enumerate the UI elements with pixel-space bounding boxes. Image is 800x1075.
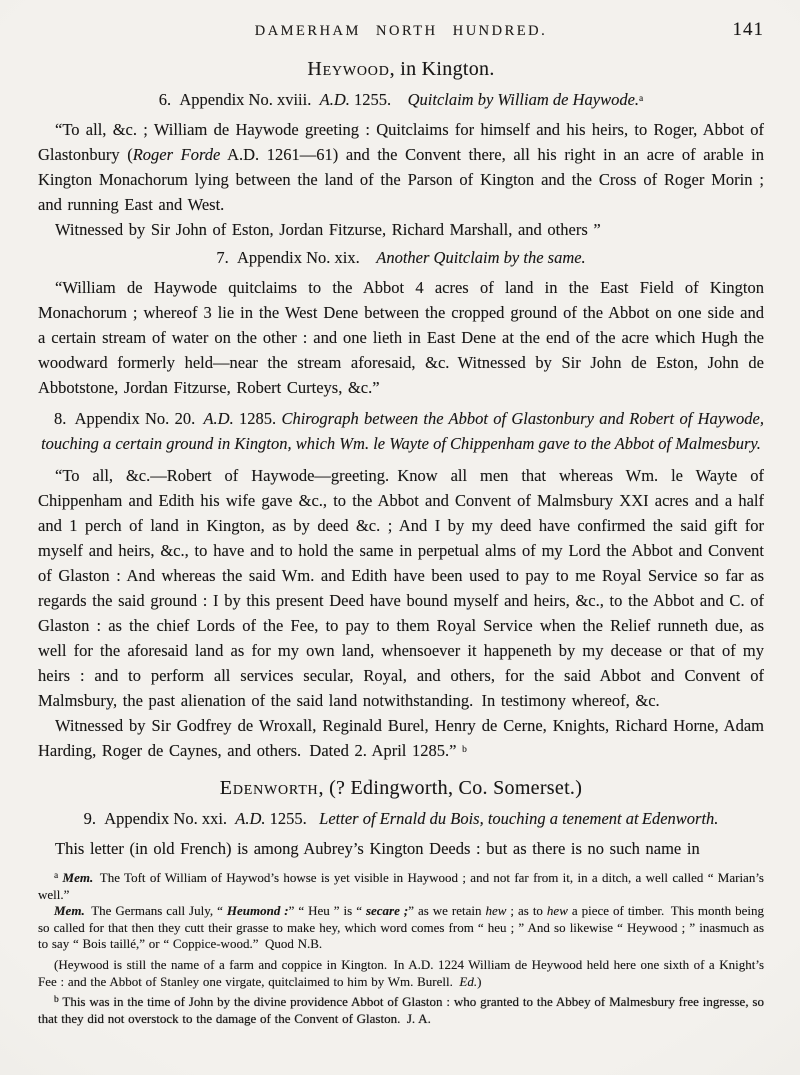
running-title: DAMERHAM NORTH HUNDRED. <box>254 23 548 39</box>
entry-8-heading: 8. Appendix No. 20. A.D. 1285. Chirograph between the Abbot of Glastonbury and Robert of Haywode, touching a certain ground in Kington, which Wm. le Wayte of Chippenham gave to the Abbot of Malmesbury. <box>41 409 765 453</box>
footnote-mem-july: Mem. The Germans call July, “ Heumond :” “ Heu ” is “ secare ;” as we retain hew ; as to hew a piece of timber. This month being so called for that then they cutt their grasse to make hey, which word comes from “ heu ; ” And so likewise “ Heywood ; ” inasmuch as to say “ Bois taillé,” or “ Coppice-wood.” Quod N.B. <box>38 903 764 952</box>
section-heading-edenworth: Edenworth, (? Edingworth, Co. Somerset.) <box>219 777 583 799</box>
footnotes <box>38 870 764 1027</box>
entry-6-heading: 6. Appendix No. xviii. A.D. 1255. Quitclaim by William de Haywode.$^a$ <box>158 90 644 109</box>
footnote-editor-note: (Heywood is still the name of a farm and coppice in Kington. In A.D. 1224 William de Heywood held here one sixth of a Knight’s Fee : and the Abbot of Stanley one virgate, quitclaimed to him by Wm. Burell. Ed.) <box>38 956 764 989</box>
page-number: 141 <box>732 19 764 40</box>
entry-9-paragraph: This letter (in old French) is among Aubrey’s Kington Deeds : but as there is no such name in <box>55 839 700 858</box>
entry-6-witnesses: Witnessed by Sir John of Eston, Jordan Fitzurse, Richard Marshall, and others ” <box>55 220 601 239</box>
footnote-a: $^a$ Mem. The Toft of William of Haywod’s howse is yet visible in Haywood ; and not far from it, in a ditch, a well called “ Marian’s well.” <box>38 870 764 902</box>
entry-8-witnesses: Witnessed by Sir Godfrey de Wroxall, Reginald Burel, Henry de Cerne, Knights, Richard Horne, Adam Harding, Roger de Caynes, and others. Dated 2. April 1285.” $^b$ <box>38 716 764 760</box>
entry-6-paragraph: “To all, &c. ; William de Haywode greeting : Quitclaims for himself and his heirs, to Roger, Abbot of Glastonbury (Roger Forde A.D. 1261—61) and the Convent there, all his right in an acre of arable in Kington Monachorum lying between the land of the Parson of Kington and the Cross of Roger Morin ; and running East and West. <box>38 120 764 214</box>
section-heading-heywood: Heywood, in Kington. <box>307 58 495 80</box>
entry-9-heading: 9. Appendix No. xxi. A.D. 1255. Letter of Ernald du Bois, touching a tenement at Edenworth. <box>83 809 719 828</box>
footnote-b: $^b$ This was in the time of John by the divine providence Abbot of Glaston : who granted to the Abbey of Malmesbury free ingresse, so that they did not overstock to the damage of the Convent of Glaston. J. A. <box>38 994 764 1026</box>
entry-8-paragraph: “To all, &c.—Robert of Haywode—greeting. Know all men that whereas Wm. le Wayte of Chippenham and Edith his wife gave &c., to the Abbot and Convent of Malmsbury XXI acres and a half and 1 perch of land in Kington, as by deed &c. ; And I by my deed have confirmed the said gift for myself and heirs, &c., to have and to hold the same in perpetual alms of my Lord the Abbot and Convent of Glaston : And whereas the said Wm. and Edith have been used to pay to me Royal Service so far as regards the said ground : I by this present Deed have bound myself and heirs, &c., to the Abbot and C. of Glaston : as the chief Lords of the Fee, to pay to them Royal Service when the Relief runneth due, as well for the aforesaid land as for my own land, whensoever it happeneth by my decease or that of my heirs : and to perform all services secular, Royal, and others, for the said Abbot and Convent of Malmsbury, the past alienation of the said land notwithstanding. In testimony whereof, &c. <box>38 466 764 710</box>
entry-7-paragraph: “William de Haywode quitclaims to the Abbot 4 acres of land in the East Field of Kington Monachorum ; whereof 3 lie in the West Dene between the cropped ground of the Abbot on one side and a certain stream of water on the other : and one lieth in East Dene at the end of the acre which Hugh the woodward formerly held—near the stream aforesaid, &c. Witnessed by Sir John de Eston, John de Abbotstone, Jordan Fitzurse, Robert Curteys, &c.” <box>38 278 764 397</box>
page-header <box>38 19 764 44</box>
entry-7-heading: 7. Appendix No. xix. Another Quitclaim by the same. <box>216 248 586 267</box>
